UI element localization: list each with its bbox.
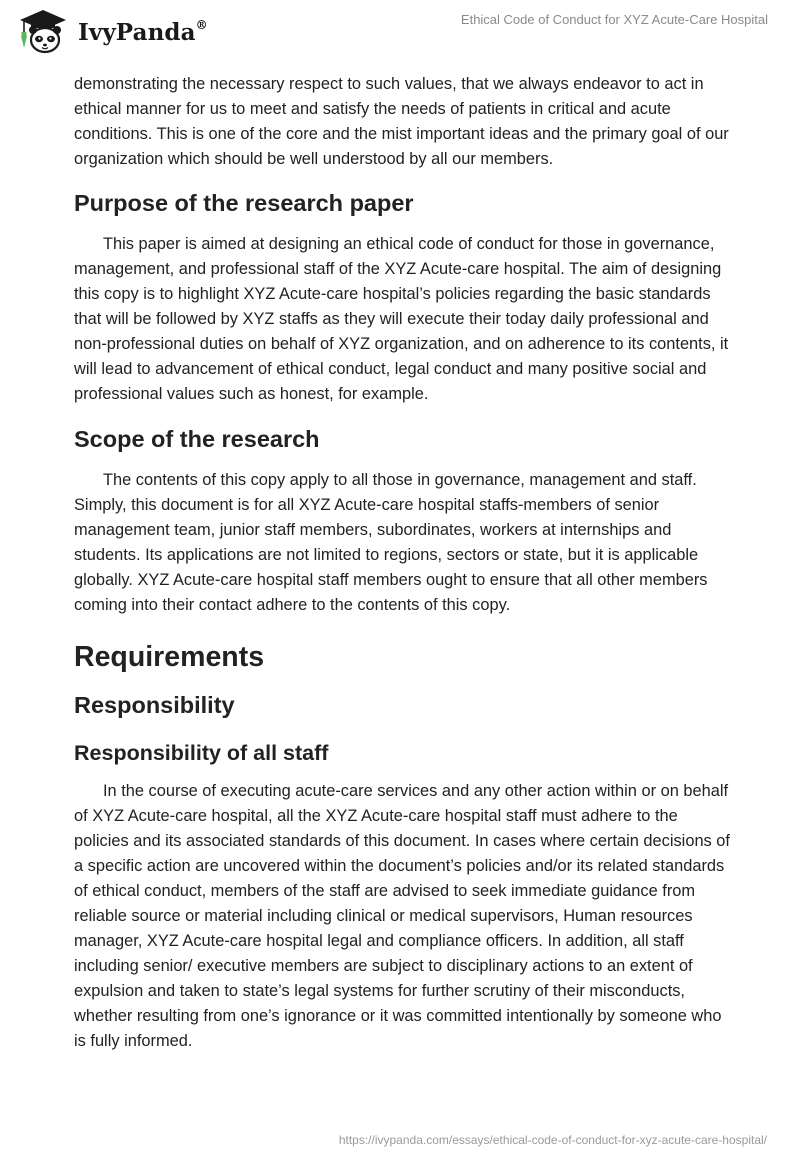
- requirements-heading: Requirements: [74, 641, 265, 673]
- purpose-heading: Purpose of the research paper: [74, 190, 414, 216]
- purpose-paragraph: This paper is aimed at designing an ethical code of conduct for those in governance, management, and professional staff of the XYZ Acute-care hospital. The aim of designing this copy is to highlight XYZ Acute-care hospital’s policies regarding the basic standards that will be followed by XYZ staffs as they will execute their today daily professional and non-professional duties on behalf of XYZ organization, and on adherence to its contents, it will lead to advancement of ethical conduct, legal conduct and many positive social and professional values such as honest, for example.: [74, 235, 729, 403]
- source-url[interactable]: https://ivypanda.com/essays/ethical-code-of-conduct-for-xyz-acute-care-hospital/: [338, 1133, 767, 1147]
- document-title: Ethical Code of Conduct for XYZ Acute-Care Hospital: [460, 12, 768, 27]
- responsibility-heading: Responsibility: [74, 692, 235, 718]
- scope-heading: Scope of the research: [74, 426, 320, 452]
- logo-text: IvyPanda®: [78, 17, 208, 46]
- intro-paragraph: demonstrating the necessary respect to such values, that we always endeavor to act in ethical manner for us to meet and satisfy the needs of patients in critical and acute conditions. This is one of the core and the mist important ideas and the primary goal of our organization which should be well understood by all our members.: [74, 75, 729, 168]
- scope-paragraph: The contents of this copy apply to all those in governance, management and staff. Simply, this document is for all XYZ Acute-care hospital staffs-members of senior management team, junior staff members, subordinates, workers at internships and students. Its applications are not limited to regions, sectors or state, but it is applicable globally. XYZ Acute-care hospital staff members ought to ensure that all other members coming into their contact adhere to the contents of this copy.: [74, 471, 708, 614]
- responsibility-all-staff-heading: Responsibility of all staff: [74, 741, 329, 765]
- panda-graduate-icon: [14, 8, 72, 54]
- responsibility-paragraph: In the course of executing acute-care services and any other action within or on behalf of XYZ Acute-care hospital, all the XYZ Acute-care hospital staff must adhere to the policies and its associated standards of this document. In cases where certain decisions of a specific action are uncovered within the document’s policies and/or its related standards of ethical conduct, members of the staff are advised to seek immediate guidance from reliable source or material including clinical or medical supervisors, Human resources manager, XYZ Acute-care hospital legal and compliance officers. In addition, all staff including senior/ executive members are subject to disciplinary actions to an extent of expulsion and taken to state’s legal systems for further scrutiny of their misconducts, whether resulting from one’s ignorance or it was committed intentionally by someone who is fully informed.: [74, 782, 730, 1050]
- essay-content: [74, 72, 734, 1054]
- logo[interactable]: [14, 8, 208, 54]
- page-header: [0, 0, 800, 60]
